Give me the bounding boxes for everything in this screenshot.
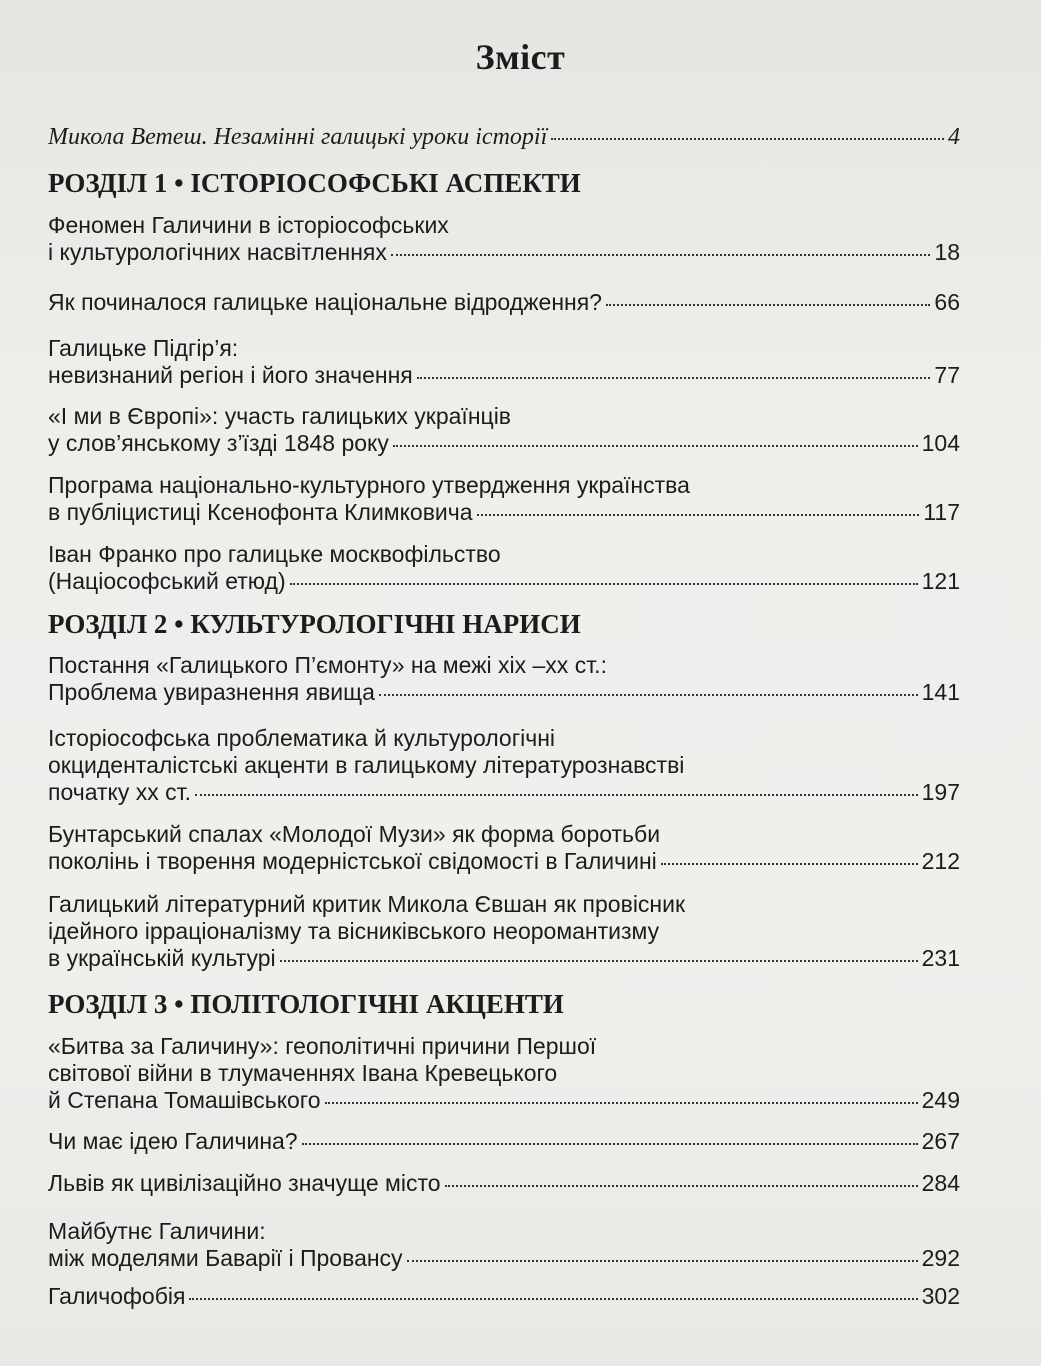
toc-entry — [48, 1033, 960, 1114]
toc-entry-last-line — [48, 499, 960, 526]
leader-dots — [195, 794, 918, 796]
toc-entry-line: Іван Франко про галицьке москвофільство — [48, 541, 501, 567]
toc-entry-title: в публіцистиці Ксенофонта Климковича — [48, 499, 473, 525]
toc-entry-last-line — [48, 848, 960, 875]
toc-entry-line: Галицьке Підгір’я: — [48, 335, 239, 361]
leader-dots — [407, 1260, 918, 1262]
page-title: Зміст — [475, 37, 566, 77]
toc-entry-last-line — [48, 568, 960, 595]
leader-dots — [606, 304, 930, 306]
page-number: 197 — [921, 779, 960, 805]
toc-entry — [48, 652, 960, 706]
toc-entry-line: Історіософська проблематика й культурологічні — [48, 725, 556, 751]
page-number: 117 — [923, 499, 960, 525]
toc-entry-title: Микола Ветеш. Незамінні галицькі уроки історії — [48, 124, 548, 150]
toc-entry-line: Програма національно-культурного утвердження українства — [48, 472, 690, 498]
toc-entry-title: в українській культурі — [48, 945, 276, 971]
toc-entry — [48, 891, 960, 972]
toc-entry-line: «Битва за Галичину»: геополітичні причини Першої — [48, 1033, 597, 1059]
page-number: 267 — [921, 1128, 960, 1154]
page-number: 77 — [934, 362, 960, 388]
toc-entry — [48, 403, 960, 457]
section-heading-2: РОЗДІЛ 2 • КУЛЬТУРОЛОГІЧНІ НАРИСИ — [48, 609, 581, 639]
toc-entry — [48, 1128, 960, 1155]
page-number: 66 — [934, 289, 960, 315]
page-number: 284 — [921, 1170, 960, 1196]
toc-entry — [48, 289, 960, 316]
leader-dots — [280, 960, 918, 962]
leader-dots — [302, 1143, 918, 1145]
toc-entry-title: поколінь і творення модерністської свідомості в Галичині — [48, 848, 657, 874]
toc-entry-intro — [48, 124, 960, 151]
page-number: 141 — [921, 679, 960, 705]
toc-entry — [48, 821, 960, 875]
leader-dots — [189, 1298, 917, 1300]
toc-entry-title: Галичофобія — [48, 1283, 186, 1309]
toc-entry-line: Майбутнє Галичини: — [48, 1218, 266, 1244]
toc-entry-title: між моделями Баварії і Провансу — [48, 1245, 403, 1271]
leader-dots — [477, 514, 920, 516]
section-heading-1: РОЗДІЛ 1 • ІСТОРІОСОФСЬКІ АСПЕКТИ — [48, 168, 581, 198]
toc-entry — [48, 472, 960, 526]
toc-entry-last-line — [48, 779, 960, 806]
leader-dots — [445, 1185, 918, 1187]
toc-entry-last-line — [48, 1283, 960, 1310]
toc-entry-last-line — [48, 679, 960, 706]
toc-entry — [48, 1218, 960, 1272]
leader-dots — [290, 583, 918, 585]
toc-entry-line: світової війни в тлумаченнях Івана Кревецького — [48, 1060, 558, 1086]
page-number: 292 — [921, 1245, 960, 1271]
toc-entry-title: Львів як цивілізаційно значуще місто — [48, 1170, 441, 1196]
toc-entry-last-line — [48, 362, 960, 389]
toc-entry-line: ідейного ірраціоналізму та вісниківського неоромантизму — [48, 918, 660, 944]
leader-dots — [391, 254, 931, 256]
section-heading-3: РОЗДІЛ 3 • ПОЛІТОЛОГІЧНІ АКЦЕНТИ — [48, 989, 564, 1019]
toc-entry-title: невизнаний регіон і його значення — [48, 362, 413, 388]
page-number: 18 — [934, 239, 960, 265]
toc-entry-title: Проблема увиразнення явища — [48, 679, 375, 705]
toc-entry-last-line — [48, 1170, 960, 1197]
toc-entry-line: Постання «Галицького П’ємонту» на межі хіх –хх ст.: — [48, 652, 607, 678]
toc-entry — [48, 725, 960, 806]
toc-entry-title: Чи має ідею Галичина? — [48, 1128, 298, 1154]
toc-entry — [48, 1170, 960, 1197]
toc-entry-last-line — [48, 430, 960, 457]
page-number: 121 — [921, 568, 960, 594]
toc-entry-last-line — [48, 1128, 960, 1155]
toc-entry-title: початку хх ст. — [48, 779, 192, 805]
toc-entry-title: і культурологічних насвітленнях — [48, 239, 387, 265]
toc-entry — [48, 212, 960, 266]
leader-dots — [661, 863, 918, 865]
toc-entry-last-line — [48, 1087, 960, 1114]
page-number: 212 — [921, 848, 960, 874]
leader-dots — [379, 694, 918, 696]
toc-entry-last-line — [48, 945, 960, 972]
toc-entry — [48, 1283, 960, 1310]
toc-entry-line: «І ми в Європі»: участь галицьких українців — [48, 403, 512, 429]
leader-dots — [551, 138, 944, 140]
toc-entry-last-line — [48, 1245, 960, 1272]
toc-entry-title: у слов’янському з’їзді 1848 року — [48, 430, 389, 456]
toc-entry-line: Бунтарський спалах «Молодої Музи» як форма боротьби — [48, 821, 661, 847]
toc-entry-title: (Націософський етюд) — [48, 568, 286, 594]
toc-entry-last-line — [48, 124, 960, 151]
page-number: 249 — [921, 1087, 960, 1113]
page-number: 4 — [948, 124, 960, 150]
leader-dots — [325, 1102, 918, 1104]
toc-entry-line: Галицький літературний критик Микола Євшан як провісник — [48, 891, 686, 917]
toc-entry-title: й Степана Томашівського — [48, 1087, 321, 1113]
toc-entry-title: Як починалося галицьке національне відродження? — [48, 289, 602, 315]
leader-dots — [393, 445, 918, 447]
page-number: 104 — [921, 430, 960, 456]
page-number: 231 — [921, 945, 960, 971]
toc-entry-last-line — [48, 239, 960, 266]
toc-entry-last-line — [48, 289, 960, 316]
leader-dots — [417, 377, 931, 379]
toc-entry-line: Феномен Галичини в історіософських — [48, 212, 449, 238]
toc-entry-line: окциденталістські акценти в галицькому літературознавстві — [48, 752, 685, 778]
toc-entry — [48, 541, 960, 595]
toc-entry — [48, 335, 960, 389]
page-number: 302 — [921, 1283, 960, 1309]
